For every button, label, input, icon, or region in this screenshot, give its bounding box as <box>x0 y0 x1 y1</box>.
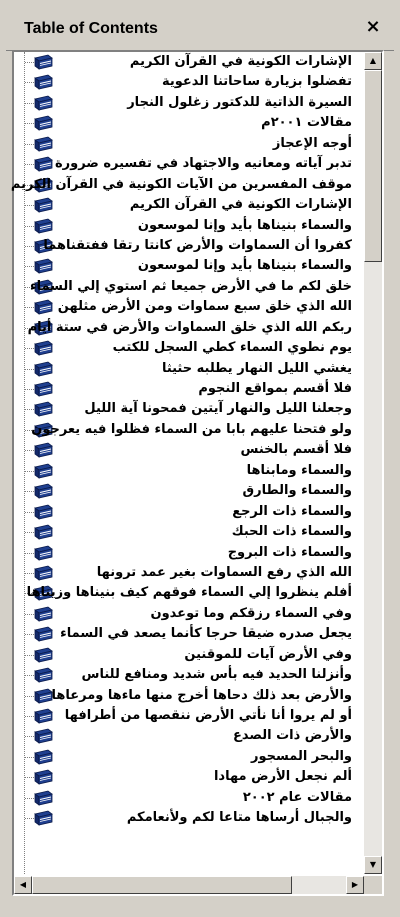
book-icon <box>32 74 54 90</box>
toc-item-label: موقف المفسرين من الآيات الكونية في القرآن الكريم <box>10 176 352 192</box>
book-icon <box>32 647 54 663</box>
toc-item[interactable] <box>14 604 354 624</box>
toc-item[interactable] <box>14 195 354 215</box>
toc-item[interactable] <box>14 788 354 808</box>
toc-item-label: كفروا أن السماوات والأرض كانتا رتقا ففتقناهما <box>43 237 352 253</box>
toc-item-label: السيرة الذاتية للدكتور زغلول النجار <box>127 94 352 110</box>
book-icon <box>32 524 54 540</box>
book-icon <box>32 565 54 581</box>
toc-item[interactable] <box>14 481 354 501</box>
panel-header <box>6 12 394 51</box>
toc-item[interactable] <box>14 72 354 92</box>
toc-item-label: والسماء ومابناها <box>246 462 352 478</box>
toc-item-label: والسماء بنيناها بأيد وإنا لموسعون <box>137 258 352 274</box>
toc-item[interactable] <box>14 563 354 583</box>
vertical-scrollbar[interactable] <box>364 52 382 874</box>
toc-item-label: وفي السماء رزقكم وما توعدون <box>150 605 352 621</box>
toc-item[interactable] <box>14 706 354 726</box>
horizontal-scroll-thumb[interactable] <box>32 876 292 894</box>
toc-item[interactable] <box>14 297 354 317</box>
book-icon <box>32 606 54 622</box>
toc-tree[interactable] <box>12 50 384 896</box>
toc-item-label: والسماء ذات الحبك <box>231 524 352 540</box>
panel-title: Table of Contents <box>24 20 158 37</box>
book-icon <box>32 197 54 213</box>
book-icon <box>32 299 54 315</box>
toc-item-label: يجعل صدره ضيقا حرجا كأنما يصعد في السماء <box>60 626 352 642</box>
toc-item[interactable] <box>14 338 354 358</box>
toc-item-label: أو لم يروا أنا نأتي الأرض ننقصها من أطرافها <box>64 708 352 723</box>
book-icon <box>32 545 54 561</box>
toc-item-label: ولو فتحنا عليهم بابا من السماء فظلوا فيه يعرجون <box>31 421 352 437</box>
toc-item-label: ربكم الله الذي خلق السماوات والأرض في ستة أيام <box>27 319 352 335</box>
book-icon <box>32 156 54 172</box>
toc-item[interactable] <box>14 645 354 665</box>
toc-item[interactable] <box>14 236 354 256</box>
toc-item[interactable] <box>14 277 354 297</box>
toc-item[interactable] <box>14 665 354 685</box>
scroll-corner <box>364 876 382 894</box>
toc-item-label: وفي الأرض آيات للموقنين <box>184 646 352 662</box>
toc-item[interactable] <box>14 52 354 72</box>
book-icon <box>32 504 54 520</box>
toc-item-label: الله الذي خلق سبع سماوات ومن الأرض مثلهن <box>57 299 352 315</box>
toc-item-label: والسماء والطارق <box>242 483 352 499</box>
toc-item[interactable] <box>14 256 354 276</box>
book-icon <box>32 401 54 417</box>
toc-item[interactable] <box>14 726 354 746</box>
toc-item[interactable] <box>14 379 354 399</box>
toc-item[interactable] <box>14 624 354 644</box>
toc-item[interactable] <box>14 502 354 522</box>
toc-item-label: والبحر المسجور <box>251 748 352 764</box>
toc-item-label: والأرض ذات الصدع <box>233 728 352 744</box>
scroll-left-button[interactable]: ◀ <box>14 876 32 894</box>
toc-item-label: تدبر آياته ومعانيه والاجتهاد في تفسيره ضرورة <box>54 156 352 172</box>
toc-item-label: والسماء ذات الرجع <box>232 503 352 519</box>
toc-item-label: والسماء بنيناها بأيد وإنا لموسعون <box>137 217 352 233</box>
book-icon <box>32 483 54 499</box>
book-icon <box>32 115 54 131</box>
horizontal-scrollbar[interactable] <box>14 876 382 894</box>
toc-item[interactable] <box>14 686 354 706</box>
book-icon <box>32 136 54 152</box>
toc-item-label: الله الذي رفع السماوات بغير عمد ترونها <box>96 564 352 580</box>
toc-item-label: وأنزلنا الحديد فيه بأس شديد ومنافع للناس <box>81 667 352 683</box>
scroll-right-button[interactable]: ▶ <box>346 876 364 894</box>
book-icon <box>32 463 54 479</box>
toc-item-label: الإشارات الكونية في القرآن الكريم <box>129 197 352 213</box>
toc-item[interactable] <box>14 543 354 563</box>
toc-item-label: خلق لكم ما في الأرض جميعا ثم استوي إلي السماء <box>29 278 352 294</box>
book-icon <box>32 667 54 683</box>
toc-item-label: أوجه الإعجاز <box>272 135 352 151</box>
toc-item[interactable] <box>14 318 354 338</box>
toc-item-label: الإشارات الكونية في القرآن الكريم <box>129 54 352 69</box>
toc-item-label: يغشي الليل النهار يطلبه حثيثا <box>161 360 352 376</box>
toc-item-label: مقالات ٢٠٠١م <box>261 115 352 131</box>
toc-item[interactable] <box>14 808 354 828</box>
scroll-up-button[interactable]: ▲ <box>364 52 382 70</box>
toc-item-label: مقالات عام ٢٠٠٢ <box>242 789 352 805</box>
book-icon <box>32 54 54 70</box>
toc-item[interactable] <box>14 399 354 419</box>
toc-item[interactable] <box>14 583 354 603</box>
book-icon <box>32 442 54 458</box>
book-icon <box>32 728 54 744</box>
toc-item[interactable] <box>14 522 354 542</box>
toc-item[interactable] <box>14 113 354 133</box>
book-icon <box>32 790 54 806</box>
scroll-down-button[interactable]: ▼ <box>364 856 382 874</box>
toc-item-label: والسماء ذات البروج <box>227 544 352 560</box>
toc-item[interactable] <box>14 134 354 154</box>
top-strip <box>0 0 400 6</box>
toc-item[interactable] <box>14 216 354 236</box>
toc-item[interactable] <box>14 93 354 113</box>
toc-item-label: تفضلوا بزيارة ساحاتنا الدعوية <box>161 74 352 90</box>
book-icon <box>32 218 54 234</box>
toc-item[interactable] <box>14 461 354 481</box>
book-icon <box>32 749 54 765</box>
toc-item-label: والجبال أرساها متاعا لكم ولأنعامكم <box>126 810 352 826</box>
book-icon <box>32 95 54 111</box>
book-icon <box>32 258 54 274</box>
toc-item-label: أفلم ينظروا إلي السماء فوقهم كيف بنيناها وزيناها <box>26 585 352 601</box>
toc-item-label: فلا أقسم بالخنس <box>240 442 352 458</box>
book-icon <box>32 769 54 785</box>
toc-item[interactable] <box>14 420 354 440</box>
toc-item[interactable] <box>14 359 354 379</box>
toc-list <box>10 52 354 874</box>
book-icon <box>32 361 54 377</box>
toc-item[interactable] <box>14 767 354 787</box>
toc-item[interactable] <box>10 175 354 195</box>
toc-item-label: فلا أقسم بمواقع النجوم <box>198 381 352 396</box>
toc-item-label: وجعلنا الليل والنهار آيتين فمحونا آية الليل <box>84 401 352 417</box>
toc-item-label: يوم نطوي السماء كطي السجل للكتب <box>112 340 352 356</box>
book-icon <box>32 381 54 397</box>
toc-item-label: ألم نجعل الأرض مهادا <box>213 769 352 785</box>
toc-item[interactable] <box>14 440 354 460</box>
book-icon <box>32 708 54 724</box>
scroll-thumb[interactable] <box>364 70 382 262</box>
toc-item[interactable] <box>14 154 354 174</box>
book-icon <box>32 340 54 356</box>
toc-item-label: والأرض بعد ذلك دحاها أخرج منها ماءها ومرعاها <box>51 687 352 703</box>
book-icon <box>32 810 54 826</box>
close-button[interactable]: × <box>365 16 381 37</box>
book-icon <box>32 626 54 642</box>
toc-item[interactable] <box>14 747 354 767</box>
